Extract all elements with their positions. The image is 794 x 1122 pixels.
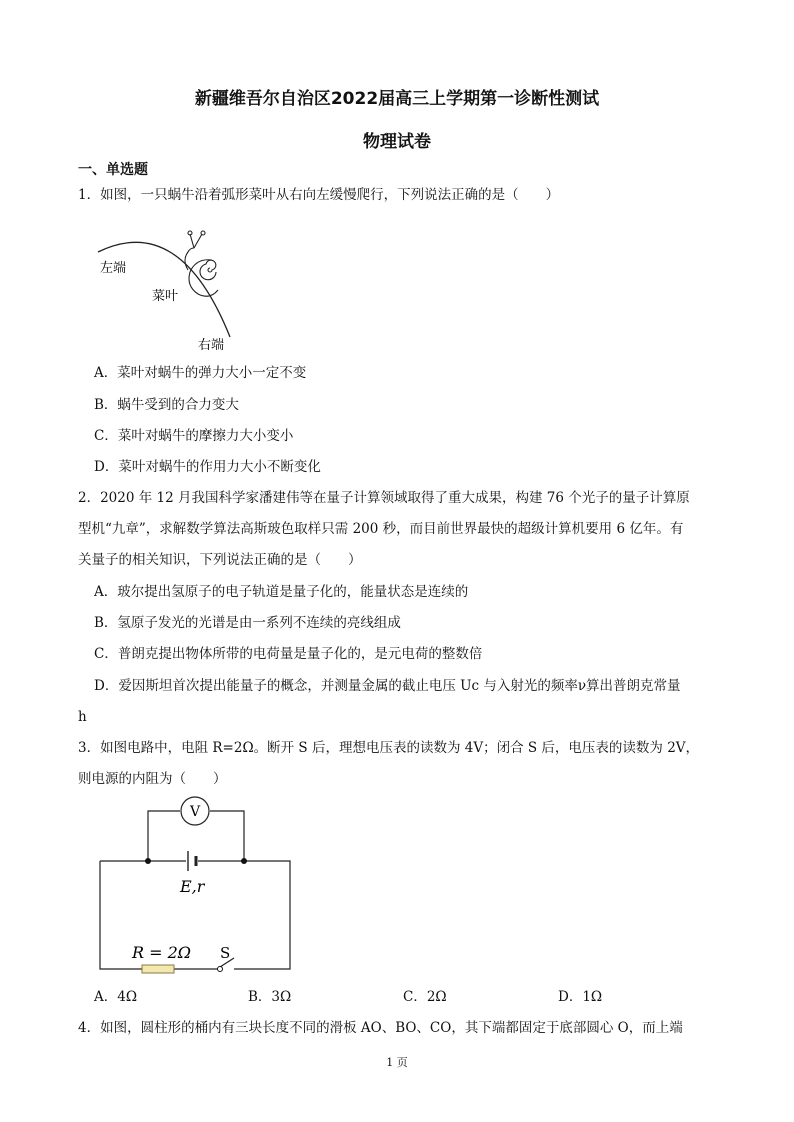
source-label: E,r [180,877,205,896]
q2-stem-line-2: 型机“九章”，求解数学算法高斯玻色取样只需 200 秒，而目前世界最快的超级计算机要用 6 亿年。有 [78,521,684,537]
voltmeter-wire-left [148,811,180,861]
resistor-label: R = 2Ω [132,943,192,962]
q3-option-d: D．1Ω [558,989,603,1005]
resistor-icon [142,965,174,973]
q1-option-c: C．菜叶对蜗牛的摩擦力大小变小 [94,428,294,444]
q3-option-b: B．3Ω [248,989,292,1005]
q2-stem-line-3: 关量子的相关知识，下列说法正确的是（ ） [78,552,362,568]
switch-contact [218,967,223,972]
wire-right [198,861,290,969]
q2-option-a: A．玻尔提出氢原子的电子轨道是量子化的，能量状态是连续的 [94,584,469,600]
fig1-left-end-label: 左端 [100,261,127,276]
q2-option-b: B．氢原子发光的光谱是由一系列不连续的亮线组成 [94,615,401,631]
q3-option-c: C．2Ω [403,989,447,1005]
q1-option-d: D．菜叶对蜗牛的作用力大小不断变化 [94,459,321,475]
q2-option-d-continued: h [78,709,87,725]
q1-option-a: A．菜叶对蜗牛的弹力大小一定不变 [94,365,307,381]
q2-option-c: C．普朗克提出物体所带的电荷量是量子化的，是元电荷的整数倍 [94,646,483,662]
q1-stem: 1．如图，一只蜗牛沿着弧形菜叶从右向左缓慢爬行，下列说法正确的是（ ） [78,187,560,203]
junction-left [145,858,151,864]
q2-option-d: D．爱因斯坦首次提出能量子的概念，并测量金属的截止电压 Uc 与入射光的频率ν算出普朗克常量 [94,678,681,694]
battery-icon [188,851,196,871]
fig1-right-end-label: 右端 [198,338,225,353]
q1-option-b: B．蜗牛受到的合力变大 [94,397,239,413]
section-heading: 一、单选题 [78,162,148,178]
q3-stem-line-2: 则电源的内阻为（ ） [78,771,227,787]
fig1-leaf-label: 菜叶 [152,289,179,304]
snail-icon [185,231,218,296]
exam-title: 新疆维吾尔自治区2022届高三上学期第一诊断性测试 [194,89,600,109]
q4-stem: 4．如图，圆柱形的桶内有三块长度不同的滑板 AO、BO、CO，其下端都固定于底部圆心 O，而上端 [78,1020,683,1036]
snail-on-leaf-figure [90,212,250,357]
q2-stem-line-1: 2．2020 年 12 月我国科学家潘建伟等在量子计算领域取得了重大成果，构建 76 个光子的量子计算原 [78,490,690,506]
junction-right [241,858,247,864]
voltmeter-label: V [189,804,201,820]
page-number: 1 页 [386,1056,408,1069]
exam-subtitle: 物理试卷 [363,132,431,152]
q3-stem-line-1: 3．如图电路中，电阻 R=2Ω。断开 S 后，理想电压表的读数为 4V；闭合 S 后，电压表的读数为 2V， [78,740,700,756]
voltmeter-wire-right [210,811,244,861]
switch-label: S [220,944,231,962]
circuit-diagram [96,796,296,976]
q3-option-a: A．4Ω [94,989,138,1005]
